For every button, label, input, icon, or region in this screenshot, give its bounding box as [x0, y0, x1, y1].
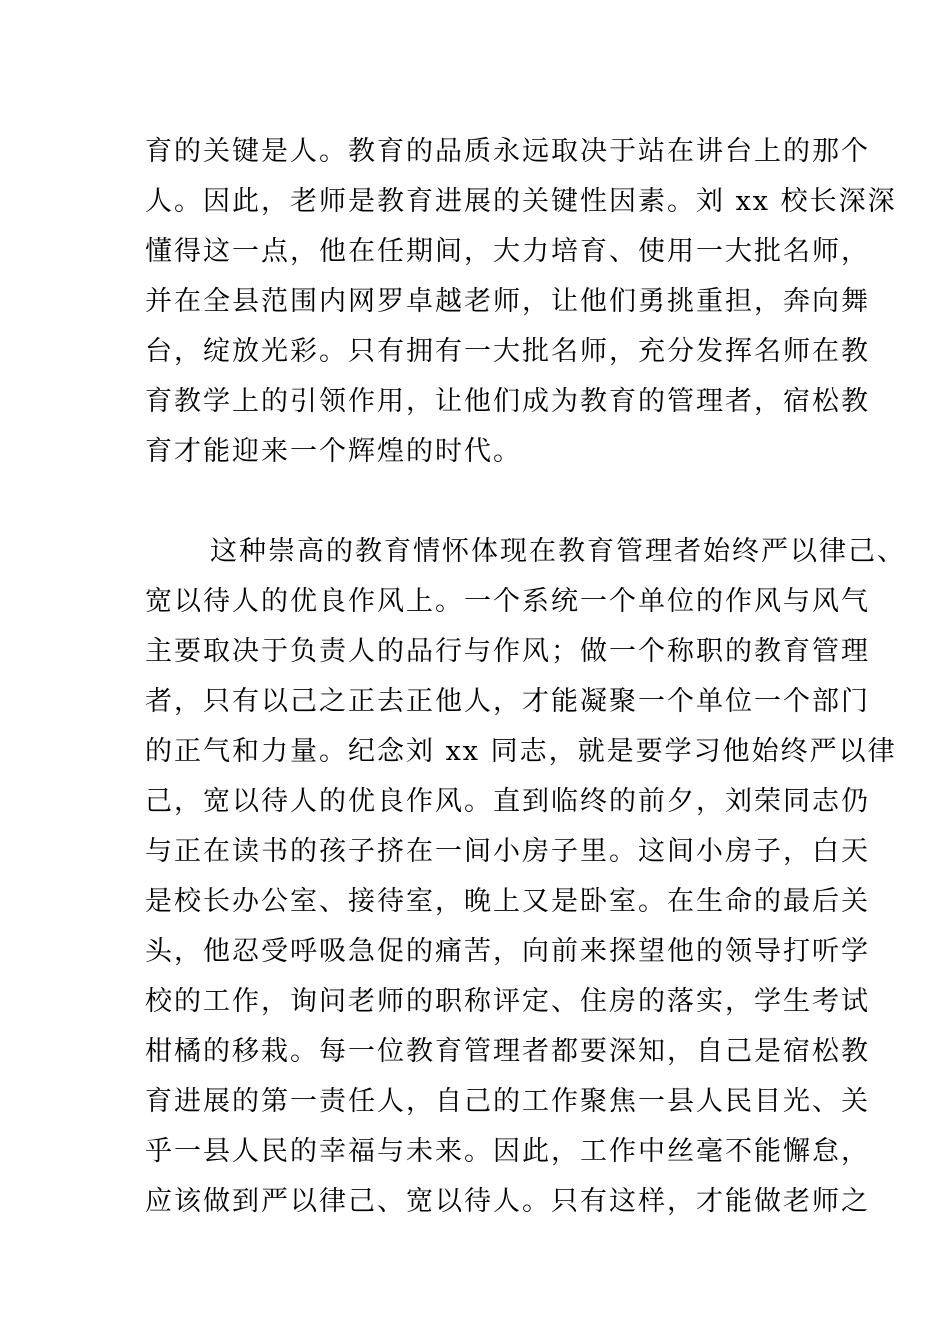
text-line: 育的关键是人。教育的品质永远取决于站在讲台上的那个 [145, 136, 870, 167]
text-line: 育教学上的引领作用，让他们成为教育的管理者，宿松教 [145, 386, 870, 417]
text-line: 乎一县人民的幸福与未来。因此，工作中丝毫不能懈怠， [145, 1136, 870, 1167]
text-line: 柑橘的移栽。每一位教育管理者都要深知，自己是宿松教 [145, 1036, 870, 1067]
text-line: 懂得这一点，他在任期间，大力培育、使用一大批名师， [145, 236, 870, 267]
text-line: 育才能迎来一个辉煌的时代。 [145, 436, 522, 467]
text-line: 与正在读书的孩子挤在一间小房子里。这间小房子，白天 [145, 836, 870, 867]
text-line: 这种崇高的教育情怀体现在教育管理者始终严以律己、 [210, 536, 906, 567]
text-line: 的正气和力量。纪念刘 xx 同志，就是要学习他始终严以律 [145, 736, 897, 767]
text-line: 者，只有以己之正去正他人，才能凝聚一个单位一个部门 [145, 686, 870, 717]
text-line: 育进展的第一责任人，自己的工作聚焦一县人民目光、关 [145, 1086, 870, 1117]
text-line: 校的工作，询问老师的职称评定、住房的落实，学生考试 [145, 986, 870, 1017]
text-line: 宽以待人的优良作风上。一个系统一个单位的作风与风气 [145, 586, 870, 617]
text-line: 台，绽放光彩。只有拥有一大批名师，充分发挥名师在教 [145, 336, 870, 367]
text-line: 应该做到严以律己、宽以待人。只有这样，才能做老师之 [145, 1186, 870, 1217]
text-line: 主要取决于负责人的品行与作风；做一个称职的教育管理 [145, 636, 870, 667]
text-line: 头，他忍受呼吸急促的痛苦，向前来探望他的领导打听学 [145, 936, 870, 967]
text-line: 是校长办公室、接待室，晚上又是卧室。在生命的最后关 [145, 886, 870, 917]
text-line: 人。因此，老师是教育进展的关键性因素。刘 xx 校长深深 [145, 186, 897, 217]
text-line: 己，宽以待人的优良作风。直到临终的前夕，刘荣同志仍 [145, 786, 870, 817]
text-line: 并在全县范围内网罗卓越老师，让他们勇挑重担，奔向舞 [145, 286, 870, 317]
